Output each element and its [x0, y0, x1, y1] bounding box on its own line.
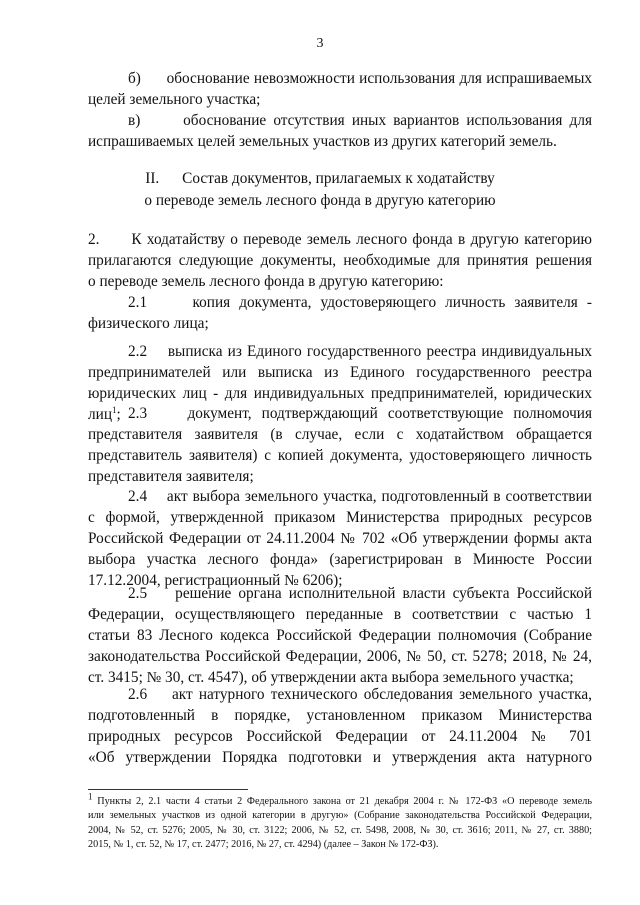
section-heading-line2: о переводе земель лесного фонда в другую категорию	[144, 192, 496, 209]
item-b-cont	[88, 89, 592, 110]
item-2-6	[88, 684, 592, 705]
item-2-3-cont	[88, 424, 592, 487]
i22-line4-text: лиц	[88, 406, 113, 423]
item-v-line2: испрашиваемых целей земельных участков из других категорий земель.	[88, 133, 557, 150]
item-2-1-cont	[88, 313, 592, 334]
i26-line2: подготовленный в порядке, установленном приказом Министерства	[88, 707, 592, 724]
p2-line2: прилагаются следующие документы, необходимые для принятия решения	[88, 252, 592, 269]
p2-line1: 2. К ходатайству о переводе земель лесного фонда в другую категорию	[88, 231, 592, 248]
i23-line3: представитель заявителя) с копией документа, удостоверяющего личность	[88, 447, 592, 464]
i25-line2: Федерации, осуществляющего переданные в соответствии с частью 1	[88, 606, 592, 623]
i24-line5: 17.12.2004, регистрационный № 6206);	[88, 572, 343, 589]
i25-line3: статьи 83 Лесного кодекса Российской Федерации полномочия (Собрание	[88, 627, 592, 644]
item-2-3	[88, 403, 592, 424]
item-b-line2: целей земельного участка;	[88, 91, 261, 108]
section-heading-line1: II. Состав документов, прилагаемых к ходатайству	[145, 170, 495, 187]
i23-line2: представителя заявителя (в случае, если с ходатайством обращается	[88, 426, 592, 443]
i24-line2: с формой, утвержденной приказом Министерства природных ресурсов	[88, 509, 592, 526]
i25-line4: законодательства Российской Федерации, 2006, № 50, ст. 5278; 2018, № 24,	[88, 648, 592, 665]
footnote-line1-text: Пункты 2, 2.1 части 4 статьи 2 Федерального закона от 21 декабря 2004 г. № 172-ФЗ «О переводе земель	[97, 796, 592, 807]
footnote-ref: 1	[112, 404, 117, 415]
item-2-2	[88, 341, 592, 362]
item-2-5-cont	[88, 604, 592, 688]
item-b	[88, 68, 592, 89]
i22-line2: предпринимателей или выписка из Единого государственного реестра	[88, 364, 592, 381]
item-2-4	[88, 486, 592, 507]
item-v-line1: в) обоснование отсутствия иных вариантов использования для	[128, 112, 592, 129]
i22-line1: 2.2 выписка из Единого государственного реестра индивидуальных	[128, 343, 592, 360]
footnote-line4: 2015, № 1, ст. 52, № 17, ст. 2477; 2016, № 27, ст. 4294) (далее – Закон № 172-ФЗ).	[88, 839, 439, 851]
paragraph-2	[88, 229, 592, 292]
i26-line3: природных ресурсов Российской Федерации от 24.11.2004 № 701	[88, 728, 592, 745]
p2-line3: о переводе земель лесного фонда в другую категорию:	[88, 273, 444, 290]
i25-line1: 2.5 решение органа исполнительной власти субъекта Российской	[128, 585, 592, 602]
footnote-line1	[88, 791, 592, 809]
item-v	[88, 110, 592, 131]
i21-line1: 2.1 копия документа, удостоверяющего личность заявителя -	[128, 294, 592, 311]
i24-line3: Российской Федерации от 24.11.2004 № 702 «Об утверждении формы акта	[88, 530, 592, 547]
footnote	[88, 791, 592, 853]
footnote-mark: 1	[88, 791, 93, 802]
i23-line1: 2.3 документ, подтверждающий соответствующие полномочия	[128, 405, 592, 422]
item-v-cont	[88, 131, 592, 152]
footnote-divider	[88, 789, 248, 790]
item-2-4-cont	[88, 507, 592, 591]
footnote-line2: или земельных участков из одной категории в другую» (Собрание законодательства Российской Федерации,	[88, 810, 592, 822]
i22-line3: юридических лиц - для индивидуальных предпринимателей, юридических	[88, 385, 592, 402]
item-2-6-cont	[88, 705, 592, 768]
i23-line4: представителя заявителя;	[88, 468, 254, 485]
i24-line1: 2.4 акт выбора земельного участка, подготовленный в соответствии	[128, 488, 592, 505]
item-2-5	[88, 583, 592, 604]
i26-line4: «Об утверждении Порядка подготовки и утверждения акта натурного	[88, 749, 592, 766]
page-number: 3	[316, 36, 324, 51]
item-2-1	[88, 292, 592, 313]
i22-line4-end: ;	[116, 406, 121, 423]
i26-line1: 2.6 акт натурного технического обследования земельного участка,	[128, 686, 592, 703]
item-b-line1: б) обоснование невозможности использования для испрашиваемых	[128, 70, 592, 87]
i24-line4: выбора участка лесного фонда» (зарегистрирован в Минюсте России	[88, 551, 592, 568]
i21-line2: физического лица;	[88, 315, 209, 332]
i25-line5: ст. 3415; № 30, ст. 4547), об утверждении акта выбора земельного участка;	[88, 669, 574, 686]
footnote-line3: 2004, № 52, ст. 5276; 2005, № 30, ст. 3122; 2006, № 52, ст. 5498, 2008, № 30, ст. 3616; 2011, № 27, ст. 3880;	[88, 824, 592, 836]
